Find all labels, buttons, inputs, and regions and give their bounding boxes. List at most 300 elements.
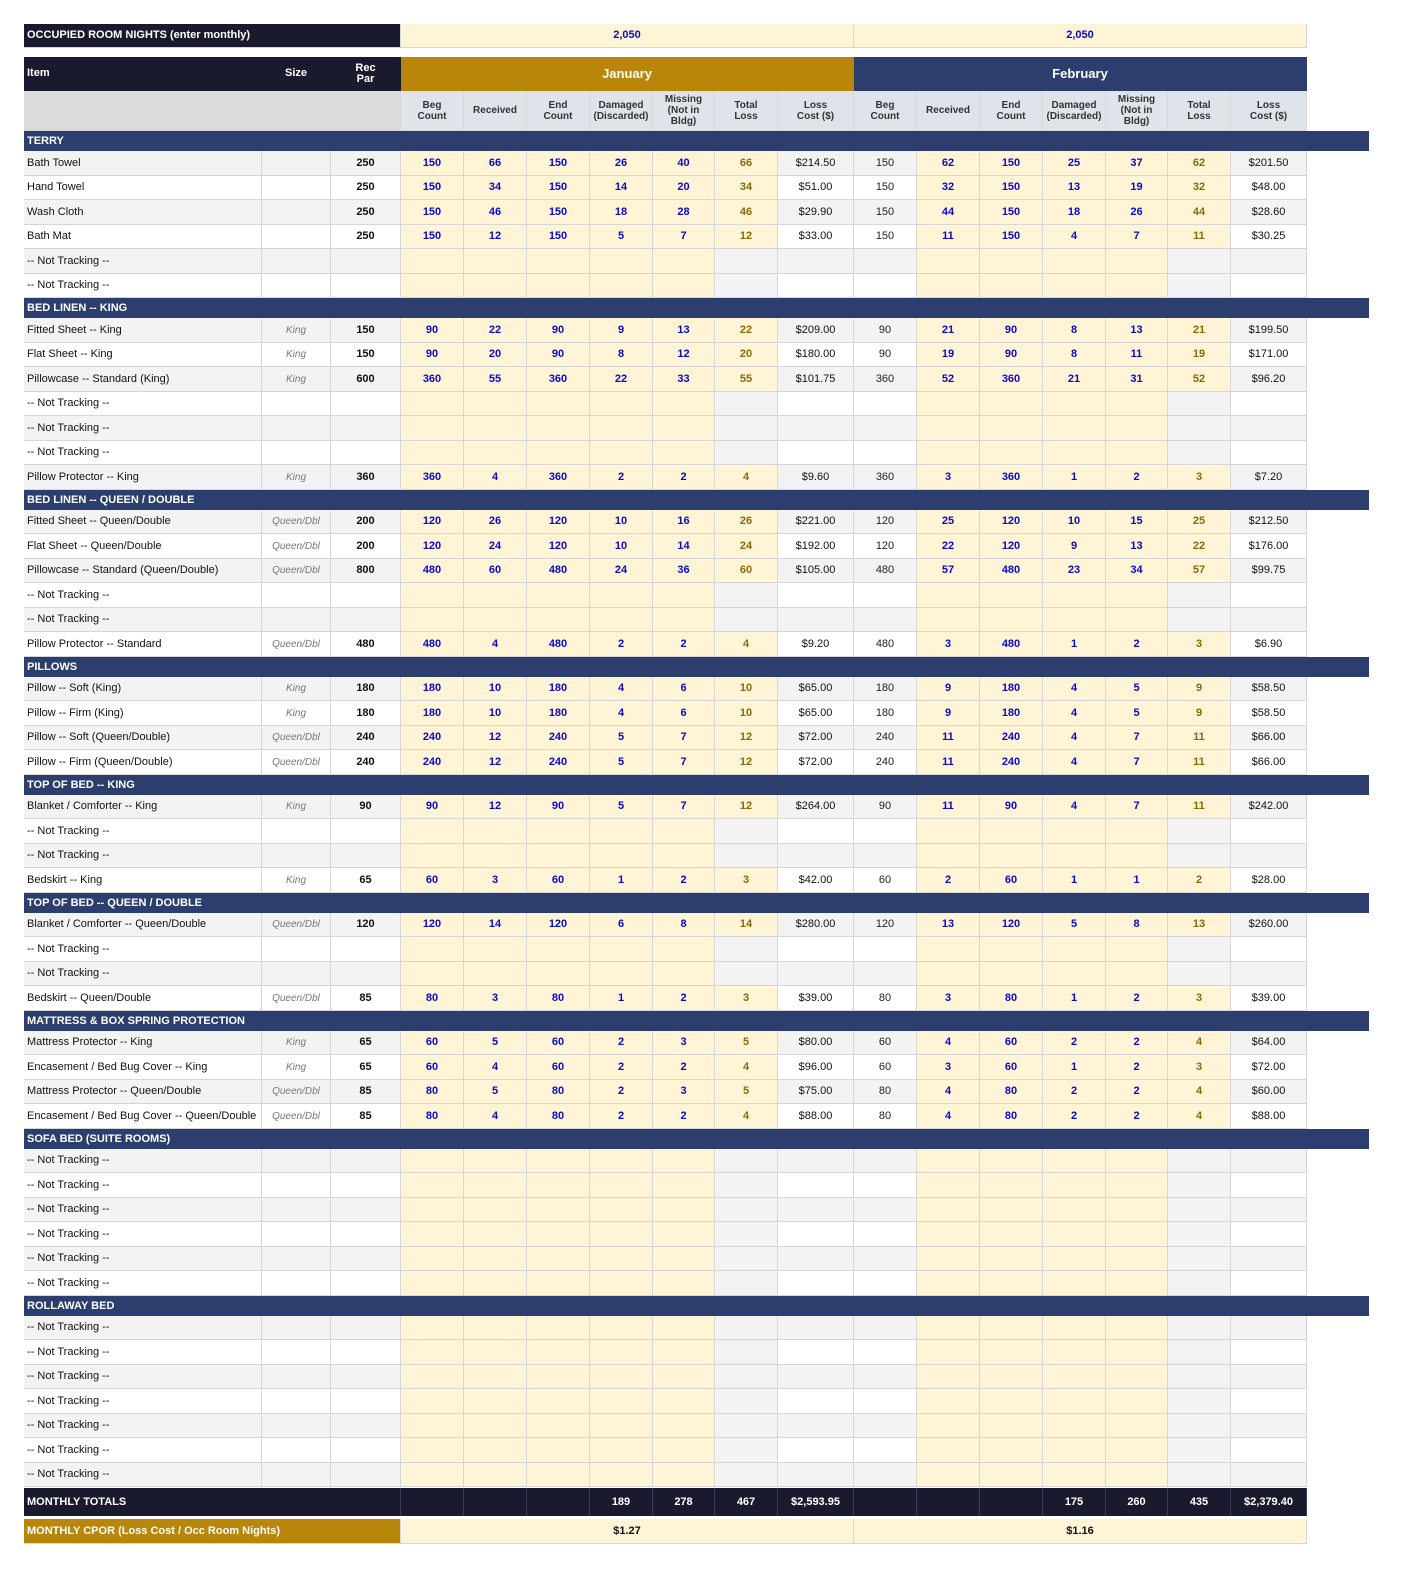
jan-missing-input[interactable] (653, 1149, 715, 1173)
feb-missing-input[interactable] (1106, 1389, 1168, 1414)
feb-received-input[interactable]: 11 (917, 750, 980, 775)
jan-end-count-input[interactable]: 90 (527, 318, 590, 343)
jan-damaged-input[interactable] (590, 1173, 653, 1198)
feb-end-count-input[interactable] (980, 274, 1043, 298)
feb-received-input[interactable]: 9 (917, 701, 980, 726)
jan-missing-input[interactable]: 33 (653, 367, 715, 392)
jan-missing-input[interactable] (653, 1438, 715, 1463)
feb-damaged-input[interactable]: 4 (1043, 677, 1106, 701)
jan-missing-input[interactable]: 6 (653, 701, 715, 726)
jan-received-input[interactable]: 10 (464, 677, 527, 701)
feb-received-input[interactable] (917, 1149, 980, 1173)
feb-end-count-input[interactable] (980, 1414, 1043, 1438)
jan-end-count-input[interactable] (527, 1149, 590, 1173)
jan-missing-input[interactable] (653, 844, 715, 868)
jan-missing-input[interactable]: 13 (653, 318, 715, 343)
feb-end-count-input[interactable]: 150 (980, 151, 1043, 176)
feb-damaged-input[interactable] (1043, 1247, 1106, 1271)
occupied-room-nights-february-input[interactable]: 2,050 (854, 24, 1307, 48)
feb-damaged-input[interactable]: 4 (1043, 750, 1106, 775)
feb-damaged-input[interactable] (1043, 1414, 1106, 1438)
feb-missing-input[interactable]: 5 (1106, 701, 1168, 726)
jan-received-input[interactable]: 66 (464, 151, 527, 176)
feb-received-input[interactable]: 62 (917, 151, 980, 176)
jan-missing-input[interactable]: 20 (653, 176, 715, 200)
feb-missing-input[interactable] (1106, 1271, 1168, 1296)
feb-end-count-input[interactable] (980, 1316, 1043, 1340)
jan-beg-count-input[interactable]: 90 (401, 318, 464, 343)
feb-end-count-input[interactable]: 60 (980, 1055, 1043, 1080)
feb-missing-input[interactable] (1106, 844, 1168, 868)
feb-missing-input[interactable]: 7 (1106, 225, 1168, 249)
jan-received-input[interactable]: 12 (464, 225, 527, 249)
feb-damaged-input[interactable]: 4 (1043, 225, 1106, 249)
feb-damaged-input[interactable] (1043, 274, 1106, 298)
jan-missing-input[interactable] (653, 1389, 715, 1414)
feb-missing-input[interactable]: 13 (1106, 318, 1168, 343)
jan-beg-count-input[interactable]: 60 (401, 1031, 464, 1055)
jan-beg-count-input[interactable] (401, 392, 464, 416)
jan-damaged-input[interactable] (590, 416, 653, 441)
jan-received-input[interactable]: 14 (464, 913, 527, 937)
jan-end-count-input[interactable] (527, 1316, 590, 1340)
feb-received-input[interactable] (917, 416, 980, 441)
jan-missing-input[interactable]: 12 (653, 343, 715, 367)
jan-damaged-input[interactable] (590, 937, 653, 962)
feb-missing-input[interactable] (1106, 441, 1168, 465)
jan-missing-input[interactable]: 3 (653, 1080, 715, 1104)
feb-missing-input[interactable] (1106, 1340, 1168, 1365)
feb-missing-input[interactable] (1106, 937, 1168, 962)
jan-end-count-input[interactable] (527, 844, 590, 868)
jan-missing-input[interactable] (653, 962, 715, 986)
feb-missing-input[interactable] (1106, 1149, 1168, 1173)
feb-received-input[interactable] (917, 608, 980, 632)
jan-missing-input[interactable]: 2 (653, 632, 715, 657)
jan-damaged-input[interactable] (590, 1389, 653, 1414)
feb-damaged-input[interactable] (1043, 1271, 1106, 1296)
feb-damaged-input[interactable] (1043, 962, 1106, 986)
jan-beg-count-input[interactable] (401, 416, 464, 441)
feb-received-input[interactable] (917, 1463, 980, 1487)
feb-missing-input[interactable] (1106, 1173, 1168, 1198)
jan-damaged-input[interactable]: 1 (590, 986, 653, 1011)
jan-beg-count-input[interactable] (401, 1222, 464, 1247)
feb-end-count-input[interactable]: 90 (980, 318, 1043, 343)
feb-missing-input[interactable] (1106, 1414, 1168, 1438)
jan-received-input[interactable] (464, 608, 527, 632)
feb-received-input[interactable] (917, 1271, 980, 1296)
feb-end-count-input[interactable]: 150 (980, 176, 1043, 200)
feb-end-count-input[interactable]: 80 (980, 1104, 1043, 1129)
jan-received-input[interactable]: 24 (464, 534, 527, 559)
jan-end-count-input[interactable] (527, 1173, 590, 1198)
jan-damaged-input[interactable] (590, 1340, 653, 1365)
jan-received-input[interactable]: 12 (464, 750, 527, 775)
feb-end-count-input[interactable]: 360 (980, 367, 1043, 392)
jan-received-input[interactable] (464, 1389, 527, 1414)
jan-received-input[interactable] (464, 1365, 527, 1389)
jan-missing-input[interactable]: 7 (653, 225, 715, 249)
feb-damaged-input[interactable] (1043, 416, 1106, 441)
jan-missing-input[interactable]: 7 (653, 726, 715, 750)
jan-damaged-input[interactable] (590, 1222, 653, 1247)
jan-beg-count-input[interactable]: 240 (401, 726, 464, 750)
jan-beg-count-input[interactable] (401, 937, 464, 962)
feb-received-input[interactable]: 2 (917, 868, 980, 893)
feb-end-count-input[interactable]: 480 (980, 632, 1043, 657)
jan-received-input[interactable] (464, 1149, 527, 1173)
jan-damaged-input[interactable] (590, 1316, 653, 1340)
feb-missing-input[interactable]: 19 (1106, 176, 1168, 200)
jan-beg-count-input[interactable] (401, 962, 464, 986)
feb-missing-input[interactable]: 2 (1106, 1031, 1168, 1055)
feb-damaged-input[interactable]: 1 (1043, 986, 1106, 1011)
feb-damaged-input[interactable]: 1 (1043, 1055, 1106, 1080)
jan-end-count-input[interactable] (527, 1198, 590, 1222)
jan-beg-count-input[interactable] (401, 819, 464, 844)
feb-damaged-input[interactable] (1043, 1173, 1106, 1198)
feb-end-count-input[interactable]: 120 (980, 913, 1043, 937)
jan-damaged-input[interactable]: 8 (590, 343, 653, 367)
feb-end-count-input[interactable] (980, 1340, 1043, 1365)
feb-damaged-input[interactable] (1043, 1316, 1106, 1340)
jan-received-input[interactable]: 4 (464, 632, 527, 657)
jan-beg-count-input[interactable] (401, 1365, 464, 1389)
feb-missing-input[interactable] (1106, 1247, 1168, 1271)
feb-received-input[interactable] (917, 1389, 980, 1414)
jan-end-count-input[interactable] (527, 1340, 590, 1365)
feb-missing-input[interactable]: 5 (1106, 677, 1168, 701)
jan-received-input[interactable]: 60 (464, 559, 527, 583)
feb-received-input[interactable]: 3 (917, 632, 980, 657)
jan-beg-count-input[interactable]: 60 (401, 868, 464, 893)
jan-end-count-input[interactable]: 120 (527, 534, 590, 559)
feb-damaged-input[interactable] (1043, 392, 1106, 416)
jan-end-count-input[interactable] (527, 1271, 590, 1296)
jan-end-count-input[interactable]: 150 (527, 200, 590, 225)
jan-beg-count-input[interactable] (401, 1173, 464, 1198)
jan-received-input[interactable]: 4 (464, 1055, 527, 1080)
feb-received-input[interactable]: 9 (917, 677, 980, 701)
feb-missing-input[interactable]: 2 (1106, 1080, 1168, 1104)
jan-missing-input[interactable] (653, 1271, 715, 1296)
jan-damaged-input[interactable] (590, 1438, 653, 1463)
jan-received-input[interactable] (464, 1198, 527, 1222)
feb-end-count-input[interactable]: 60 (980, 868, 1043, 893)
jan-end-count-input[interactable] (527, 962, 590, 986)
jan-received-input[interactable] (464, 1271, 527, 1296)
feb-end-count-input[interactable]: 180 (980, 701, 1043, 726)
feb-damaged-input[interactable] (1043, 1438, 1106, 1463)
jan-beg-count-input[interactable] (401, 1463, 464, 1487)
jan-damaged-input[interactable]: 2 (590, 1104, 653, 1129)
feb-damaged-input[interactable]: 4 (1043, 726, 1106, 750)
jan-damaged-input[interactable]: 26 (590, 151, 653, 176)
feb-missing-input[interactable]: 1 (1106, 868, 1168, 893)
jan-missing-input[interactable] (653, 1365, 715, 1389)
jan-received-input[interactable]: 46 (464, 200, 527, 225)
jan-missing-input[interactable] (653, 1340, 715, 1365)
feb-end-count-input[interactable] (980, 1271, 1043, 1296)
feb-damaged-input[interactable]: 5 (1043, 913, 1106, 937)
feb-received-input[interactable] (917, 1198, 980, 1222)
feb-missing-input[interactable] (1106, 1365, 1168, 1389)
feb-damaged-input[interactable] (1043, 1463, 1106, 1487)
jan-beg-count-input[interactable] (401, 1271, 464, 1296)
jan-received-input[interactable]: 3 (464, 986, 527, 1011)
jan-received-input[interactable] (464, 1463, 527, 1487)
feb-received-input[interactable]: 57 (917, 559, 980, 583)
jan-damaged-input[interactable]: 9 (590, 318, 653, 343)
jan-missing-input[interactable] (653, 1316, 715, 1340)
feb-end-count-input[interactable] (980, 1365, 1043, 1389)
feb-end-count-input[interactable] (980, 1463, 1043, 1487)
feb-end-count-input[interactable] (980, 1438, 1043, 1463)
jan-missing-input[interactable]: 7 (653, 795, 715, 819)
occupied-room-nights-january-input[interactable]: 2,050 (401, 24, 854, 48)
jan-missing-input[interactable]: 2 (653, 465, 715, 490)
feb-received-input[interactable]: 3 (917, 986, 980, 1011)
feb-received-input[interactable]: 22 (917, 534, 980, 559)
feb-damaged-input[interactable]: 18 (1043, 200, 1106, 225)
jan-beg-count-input[interactable]: 60 (401, 1055, 464, 1080)
feb-missing-input[interactable]: 11 (1106, 343, 1168, 367)
jan-damaged-input[interactable]: 5 (590, 750, 653, 775)
feb-missing-input[interactable]: 26 (1106, 200, 1168, 225)
jan-damaged-input[interactable]: 2 (590, 1055, 653, 1080)
jan-received-input[interactable]: 12 (464, 795, 527, 819)
jan-beg-count-input[interactable] (401, 1316, 464, 1340)
jan-received-input[interactable] (464, 249, 527, 274)
jan-end-count-input[interactable]: 60 (527, 1055, 590, 1080)
feb-damaged-input[interactable]: 8 (1043, 343, 1106, 367)
feb-received-input[interactable] (917, 1247, 980, 1271)
feb-missing-input[interactable]: 7 (1106, 795, 1168, 819)
jan-received-input[interactable]: 12 (464, 726, 527, 750)
jan-end-count-input[interactable]: 240 (527, 726, 590, 750)
jan-missing-input[interactable]: 7 (653, 750, 715, 775)
jan-damaged-input[interactable] (590, 274, 653, 298)
jan-beg-count-input[interactable] (401, 844, 464, 868)
jan-damaged-input[interactable]: 6 (590, 913, 653, 937)
jan-received-input[interactable]: 34 (464, 176, 527, 200)
jan-damaged-input[interactable] (590, 441, 653, 465)
jan-received-input[interactable] (464, 1173, 527, 1198)
jan-damaged-input[interactable]: 4 (590, 701, 653, 726)
jan-beg-count-input[interactable]: 480 (401, 632, 464, 657)
jan-damaged-input[interactable]: 1 (590, 868, 653, 893)
feb-end-count-input[interactable]: 240 (980, 726, 1043, 750)
jan-beg-count-input[interactable]: 360 (401, 367, 464, 392)
jan-missing-input[interactable]: 36 (653, 559, 715, 583)
jan-beg-count-input[interactable]: 360 (401, 465, 464, 490)
feb-missing-input[interactable]: 37 (1106, 151, 1168, 176)
jan-beg-count-input[interactable]: 80 (401, 986, 464, 1011)
feb-damaged-input[interactable] (1043, 844, 1106, 868)
feb-end-count-input[interactable]: 120 (980, 510, 1043, 534)
feb-end-count-input[interactable] (980, 608, 1043, 632)
feb-damaged-input[interactable] (1043, 819, 1106, 844)
jan-beg-count-input[interactable]: 240 (401, 750, 464, 775)
feb-end-count-input[interactable]: 360 (980, 465, 1043, 490)
feb-received-input[interactable]: 11 (917, 225, 980, 249)
feb-end-count-input[interactable] (980, 844, 1043, 868)
feb-end-count-input[interactable] (980, 1173, 1043, 1198)
feb-received-input[interactable] (917, 1414, 980, 1438)
jan-end-count-input[interactable]: 150 (527, 151, 590, 176)
jan-missing-input[interactable]: 2 (653, 1104, 715, 1129)
jan-end-count-input[interactable] (527, 1222, 590, 1247)
jan-end-count-input[interactable] (527, 1463, 590, 1487)
jan-beg-count-input[interactable] (401, 274, 464, 298)
jan-end-count-input[interactable] (527, 608, 590, 632)
feb-received-input[interactable] (917, 962, 980, 986)
jan-end-count-input[interactable]: 360 (527, 465, 590, 490)
jan-end-count-input[interactable] (527, 819, 590, 844)
jan-end-count-input[interactable]: 240 (527, 750, 590, 775)
jan-end-count-input[interactable]: 80 (527, 1080, 590, 1104)
jan-damaged-input[interactable]: 5 (590, 726, 653, 750)
feb-missing-input[interactable]: 2 (1106, 1104, 1168, 1129)
feb-received-input[interactable] (917, 819, 980, 844)
feb-end-count-input[interactable]: 150 (980, 225, 1043, 249)
jan-end-count-input[interactable] (527, 416, 590, 441)
feb-received-input[interactable] (917, 1365, 980, 1389)
feb-damaged-input[interactable]: 2 (1043, 1104, 1106, 1129)
feb-end-count-input[interactable]: 80 (980, 1080, 1043, 1104)
jan-missing-input[interactable]: 28 (653, 200, 715, 225)
jan-end-count-input[interactable] (527, 1438, 590, 1463)
jan-beg-count-input[interactable]: 80 (401, 1104, 464, 1129)
feb-damaged-input[interactable] (1043, 1222, 1106, 1247)
feb-received-input[interactable] (917, 392, 980, 416)
feb-missing-input[interactable] (1106, 1463, 1168, 1487)
jan-received-input[interactable] (464, 1222, 527, 1247)
feb-missing-input[interactable]: 2 (1106, 986, 1168, 1011)
feb-damaged-input[interactable]: 2 (1043, 1031, 1106, 1055)
jan-missing-input[interactable] (653, 1173, 715, 1198)
jan-damaged-input[interactable]: 22 (590, 367, 653, 392)
jan-missing-input[interactable]: 6 (653, 677, 715, 701)
jan-received-input[interactable] (464, 1340, 527, 1365)
feb-received-input[interactable] (917, 1340, 980, 1365)
jan-damaged-input[interactable]: 2 (590, 1031, 653, 1055)
jan-missing-input[interactable]: 2 (653, 986, 715, 1011)
jan-damaged-input[interactable] (590, 1365, 653, 1389)
feb-missing-input[interactable]: 8 (1106, 913, 1168, 937)
feb-missing-input[interactable]: 31 (1106, 367, 1168, 392)
feb-received-input[interactable]: 11 (917, 795, 980, 819)
jan-damaged-input[interactable]: 2 (590, 1080, 653, 1104)
feb-damaged-input[interactable]: 25 (1043, 151, 1106, 176)
feb-end-count-input[interactable]: 80 (980, 986, 1043, 1011)
feb-missing-input[interactable] (1106, 274, 1168, 298)
jan-received-input[interactable]: 4 (464, 1104, 527, 1129)
feb-end-count-input[interactable] (980, 962, 1043, 986)
jan-end-count-input[interactable] (527, 1247, 590, 1271)
jan-damaged-input[interactable]: 10 (590, 534, 653, 559)
jan-damaged-input[interactable] (590, 1414, 653, 1438)
jan-end-count-input[interactable]: 60 (527, 868, 590, 893)
feb-end-count-input[interactable] (980, 441, 1043, 465)
feb-damaged-input[interactable]: 1 (1043, 632, 1106, 657)
jan-beg-count-input[interactable]: 180 (401, 677, 464, 701)
feb-received-input[interactable]: 25 (917, 510, 980, 534)
feb-missing-input[interactable]: 15 (1106, 510, 1168, 534)
jan-damaged-input[interactable]: 5 (590, 795, 653, 819)
jan-end-count-input[interactable]: 180 (527, 677, 590, 701)
feb-received-input[interactable] (917, 844, 980, 868)
feb-missing-input[interactable]: 2 (1106, 465, 1168, 490)
jan-beg-count-input[interactable]: 480 (401, 559, 464, 583)
jan-beg-count-input[interactable]: 80 (401, 1080, 464, 1104)
jan-end-count-input[interactable] (527, 1365, 590, 1389)
jan-end-count-input[interactable]: 150 (527, 176, 590, 200)
feb-damaged-input[interactable]: 8 (1043, 318, 1106, 343)
jan-received-input[interactable] (464, 416, 527, 441)
jan-damaged-input[interactable] (590, 1198, 653, 1222)
feb-end-count-input[interactable] (980, 1222, 1043, 1247)
feb-missing-input[interactable]: 2 (1106, 632, 1168, 657)
jan-beg-count-input[interactable] (401, 249, 464, 274)
jan-end-count-input[interactable] (527, 1414, 590, 1438)
jan-damaged-input[interactable]: 10 (590, 510, 653, 534)
jan-damaged-input[interactable] (590, 1271, 653, 1296)
jan-missing-input[interactable] (653, 274, 715, 298)
jan-received-input[interactable]: 10 (464, 701, 527, 726)
jan-damaged-input[interactable] (590, 819, 653, 844)
jan-damaged-input[interactable]: 24 (590, 559, 653, 583)
feb-damaged-input[interactable] (1043, 608, 1106, 632)
jan-damaged-input[interactable]: 14 (590, 176, 653, 200)
jan-end-count-input[interactable]: 360 (527, 367, 590, 392)
jan-beg-count-input[interactable]: 90 (401, 795, 464, 819)
jan-end-count-input[interactable]: 80 (527, 986, 590, 1011)
feb-received-input[interactable]: 3 (917, 465, 980, 490)
feb-damaged-input[interactable]: 4 (1043, 795, 1106, 819)
feb-missing-input[interactable]: 2 (1106, 1055, 1168, 1080)
jan-received-input[interactable]: 22 (464, 318, 527, 343)
feb-end-count-input[interactable] (980, 1149, 1043, 1173)
feb-received-input[interactable]: 4 (917, 1080, 980, 1104)
feb-received-input[interactable] (917, 249, 980, 274)
jan-missing-input[interactable] (653, 416, 715, 441)
feb-end-count-input[interactable]: 90 (980, 795, 1043, 819)
jan-missing-input[interactable] (653, 819, 715, 844)
jan-received-input[interactable] (464, 441, 527, 465)
jan-beg-count-input[interactable] (401, 608, 464, 632)
jan-received-input[interactable] (464, 274, 527, 298)
jan-received-input[interactable]: 3 (464, 868, 527, 893)
feb-received-input[interactable] (917, 441, 980, 465)
jan-end-count-input[interactable]: 480 (527, 559, 590, 583)
jan-beg-count-input[interactable]: 150 (401, 225, 464, 249)
feb-missing-input[interactable] (1106, 962, 1168, 986)
jan-end-count-input[interactable] (527, 441, 590, 465)
jan-missing-input[interactable] (653, 249, 715, 274)
jan-beg-count-input[interactable]: 120 (401, 510, 464, 534)
jan-received-input[interactable] (464, 583, 527, 608)
jan-end-count-input[interactable]: 90 (527, 343, 590, 367)
jan-end-count-input[interactable] (527, 1389, 590, 1414)
feb-received-input[interactable]: 52 (917, 367, 980, 392)
jan-missing-input[interactable] (653, 937, 715, 962)
jan-beg-count-input[interactable] (401, 583, 464, 608)
feb-missing-input[interactable]: 7 (1106, 750, 1168, 775)
jan-beg-count-input[interactable]: 120 (401, 913, 464, 937)
feb-received-input[interactable] (917, 274, 980, 298)
